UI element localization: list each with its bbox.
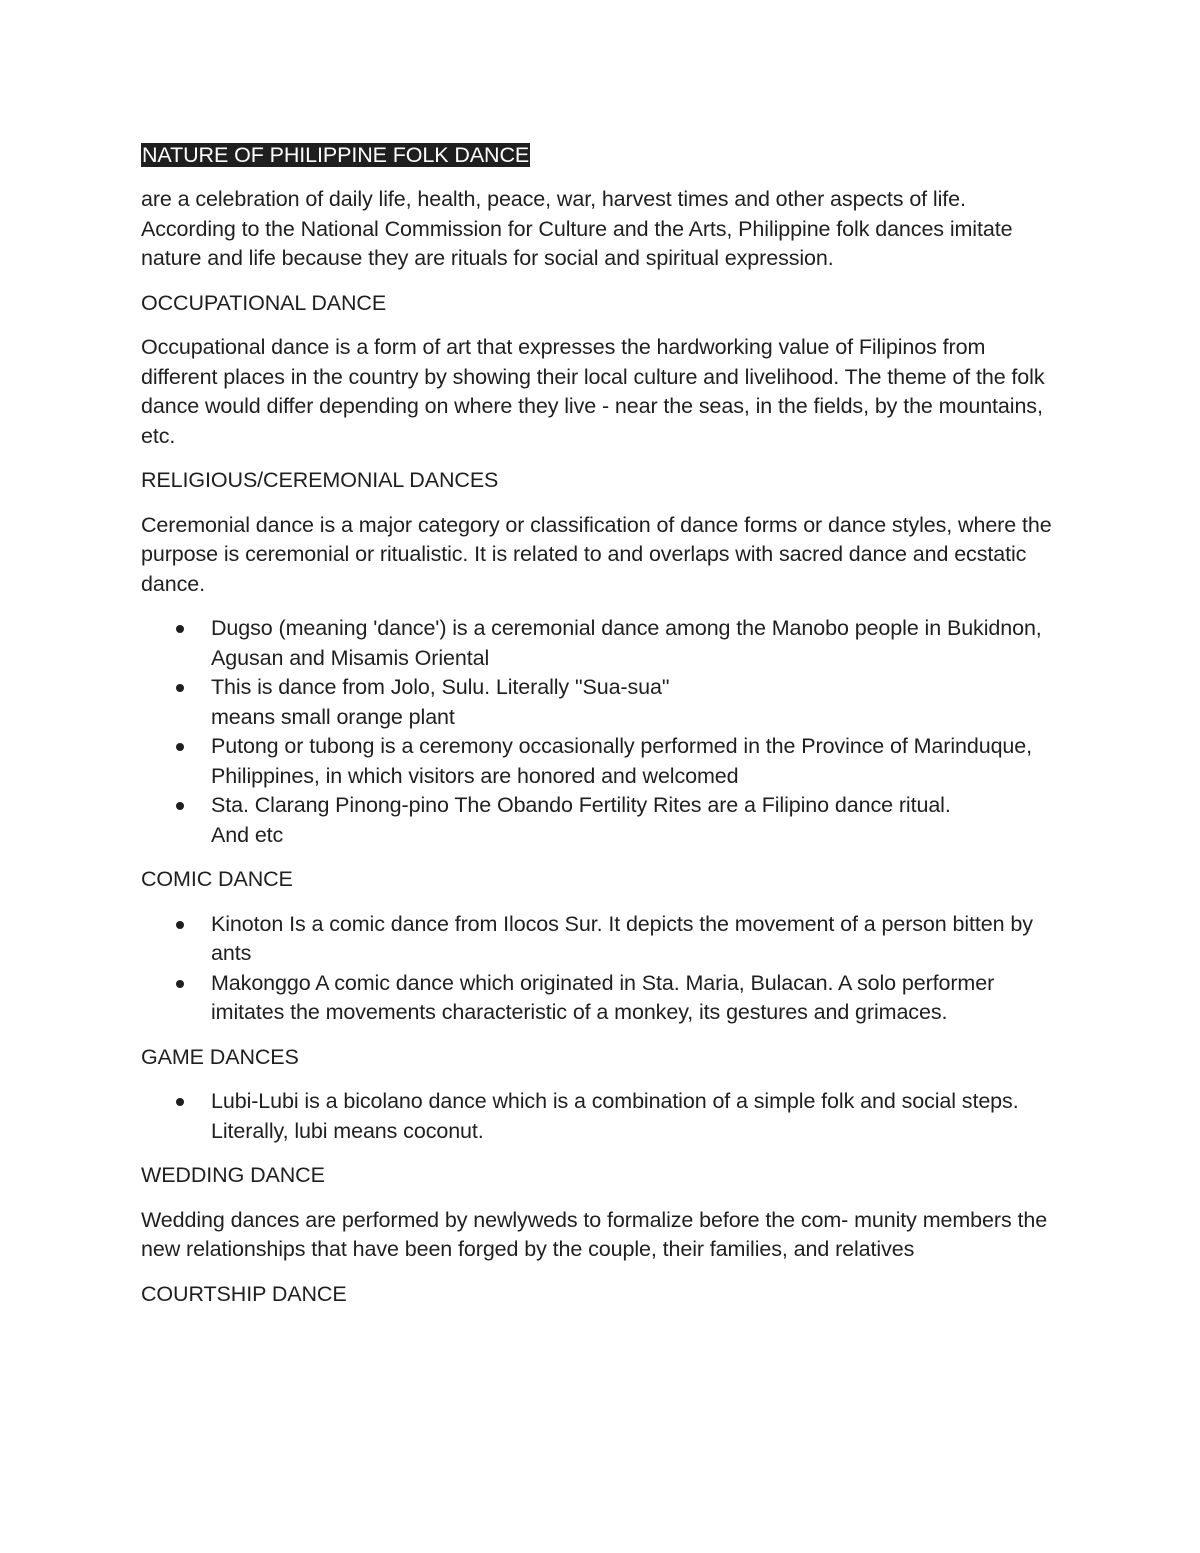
religious-paragraph: Ceremonial dance is a major category or classification of dance forms or dance styles, where the purpose is ceremonial or ritualistic. It is related to and overlaps with sacred dance and ecstatic dance. bbox=[141, 512, 1052, 596]
section-heading-religious: RELIGIOUS/CEREMONIAL DANCES bbox=[141, 468, 499, 492]
occupational-paragraph: Occupational dance is a form of art that expresses the hardworking value of Filipinos from different places in the country by showing their local culture and livelihood. The theme of the folk dance would differ depending on where they live - near the seas, in the fields, by the mountains, etc. bbox=[141, 335, 1045, 448]
list-item bbox=[141, 1087, 1061, 1146]
list-item-text: Dugso (meaning 'dance') is a ceremonial dance among the Manobo people in Bukidnon, Agusan and Misamis Oriental bbox=[211, 616, 1042, 670]
bullet-icon bbox=[176, 1098, 184, 1106]
section-heading-occupational: OCCUPATIONAL DANCE bbox=[141, 290, 387, 315]
list-item-text-continued: And etc bbox=[211, 822, 284, 847]
bullet-icon bbox=[176, 684, 184, 692]
title-line bbox=[141, 141, 1061, 170]
bullet-icon bbox=[176, 625, 184, 633]
list-item bbox=[141, 614, 1061, 673]
section-heading-comic: COMIC DANCE bbox=[141, 867, 293, 891]
list-item bbox=[141, 910, 1061, 969]
comic-bullet-list bbox=[141, 910, 1061, 1028]
list-item-text: Putong or tubong is a ceremony occasionally performed in the Province of Marinduque, Philippines, in which visitors are honored and welcomed bbox=[211, 734, 1033, 788]
wedding-paragraph: Wedding dances are performed by newlyweds to formalize before the com- munity members the new relationships that have been forged by the couple, their families, and relatives bbox=[141, 1207, 1048, 1261]
list-item bbox=[141, 732, 1061, 791]
list-item bbox=[141, 673, 1061, 732]
document-page bbox=[141, 141, 1061, 1324]
bullet-icon bbox=[176, 743, 184, 751]
list-item-text: Kinoton Is a comic dance from Ilocos Sur. It depicts the movement of a person bitten by ants bbox=[211, 911, 1033, 965]
bullet-icon bbox=[176, 980, 184, 988]
list-item bbox=[141, 969, 1061, 1028]
list-item-text: Lubi-Lubi is a bicolano dance which is a combination of a simple folk and social steps. Literally, lubi means coconut. bbox=[211, 1089, 1019, 1143]
intro-paragraph: are a celebration of daily life, health, peace, war, harvest times and other aspects of life. According to the National Commission for Culture and the Arts, Philippine folk dances imitate nature and life because they are rituals for social and spiritual expression. bbox=[141, 187, 1013, 270]
list-item-text: This is dance from Jolo, Sulu. Literally "Sua-sua" bbox=[211, 675, 670, 699]
list-item bbox=[141, 791, 1061, 850]
religious-bullet-list bbox=[141, 614, 1061, 850]
bullet-icon bbox=[176, 802, 184, 810]
list-item-text: Sta. Clarang Pinong-pino The Obando Fertility Rites are a Filipino dance ritual. bbox=[211, 793, 951, 817]
document-title[interactable]: NATURE OF PHILIPPINE FOLK DANCE bbox=[142, 143, 530, 167]
section-heading-game: GAME DANCES bbox=[141, 1044, 299, 1069]
list-item-text: Makonggo A comic dance which originated in Sta. Maria, Bulacan. A solo performer imitates the movements characteristic of a monkey, its gestures and grimaces. bbox=[211, 970, 995, 1024]
list-item-text-continued: means small orange plant bbox=[211, 704, 455, 729]
section-heading-courtship: COURTSHIP DANCE bbox=[141, 1281, 347, 1306]
bullet-icon bbox=[176, 921, 184, 929]
game-bullet-list bbox=[141, 1087, 1061, 1146]
section-heading-wedding: WEDDING DANCE bbox=[141, 1163, 325, 1187]
